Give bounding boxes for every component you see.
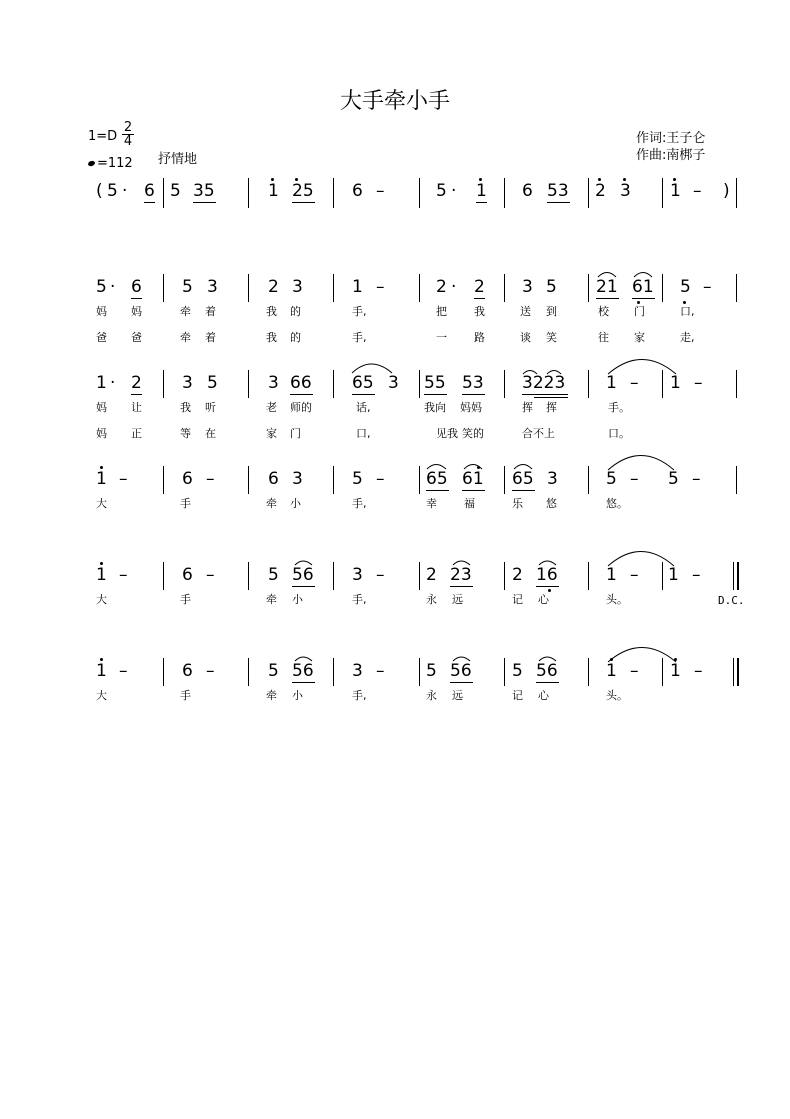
lyric: 门 <box>290 427 301 440</box>
slur <box>295 657 312 661</box>
note: 5 <box>512 661 523 681</box>
lyric: 妈 <box>96 427 107 440</box>
note: 5 <box>268 565 279 585</box>
dash: – <box>206 469 215 489</box>
lyric: 永 <box>426 593 437 606</box>
tempo-value: =112 <box>97 156 133 171</box>
note: 5 <box>268 661 279 681</box>
note: 2 <box>436 277 447 297</box>
note: 5 <box>546 277 557 297</box>
key-signature: 1=D <box>88 129 118 144</box>
slur <box>539 561 556 565</box>
dash: – <box>630 373 639 393</box>
lyric: 手, <box>352 689 367 702</box>
note: 5 <box>606 469 617 489</box>
lyric: 一 <box>436 331 447 344</box>
lyric: 手。 <box>608 401 630 414</box>
dash: – <box>694 373 703 393</box>
lyric: 在 <box>205 427 216 440</box>
lyric: 大 <box>96 497 107 510</box>
slur <box>453 561 470 565</box>
tie <box>608 456 674 471</box>
note-group: 35 <box>193 181 215 201</box>
augmentation-dot: · <box>451 277 457 297</box>
note: 2 <box>268 277 279 297</box>
lyric: 头。 <box>606 593 628 606</box>
dash: – <box>376 277 385 297</box>
lyric: 路 <box>474 331 485 344</box>
lyric: 头。 <box>606 689 628 702</box>
note: 1 <box>668 565 679 585</box>
slur <box>453 657 470 661</box>
note: 5 <box>96 277 107 297</box>
slur <box>514 465 532 470</box>
slur <box>464 465 482 470</box>
lyric: 幸 <box>426 497 437 510</box>
augmentation-dot: · <box>110 373 116 393</box>
lyric: 笑 <box>546 331 557 344</box>
note: 6 <box>268 469 279 489</box>
dash: – <box>376 661 385 681</box>
note: 1 <box>96 469 107 489</box>
lyric: 手, <box>352 305 367 318</box>
note-group: 61 <box>462 469 484 489</box>
dash: – <box>694 661 703 681</box>
lyric: 家 <box>266 427 277 440</box>
note: 3 <box>620 181 631 201</box>
time-signature-bottom: 4 <box>123 134 133 149</box>
note-group: 61 <box>632 277 654 297</box>
note-group: 23 <box>450 565 472 585</box>
note-group: 56 <box>292 661 314 681</box>
slur <box>547 371 561 375</box>
lyric: 小 <box>290 497 301 510</box>
note: 3 <box>352 565 363 585</box>
note-group: 56 <box>292 565 314 585</box>
dash: – <box>119 661 128 681</box>
slur <box>598 273 616 278</box>
dash: – <box>206 661 215 681</box>
tie <box>608 360 676 375</box>
lyric: 小 <box>292 689 303 702</box>
lyric: 悠 <box>546 497 557 510</box>
lyric: 我 <box>180 401 191 414</box>
dash: – <box>119 565 128 585</box>
lyric: 牵 <box>266 593 277 606</box>
lyric: 口, <box>680 305 695 318</box>
lyric: 永 <box>426 689 437 702</box>
lyric: 我向 <box>424 401 446 414</box>
note: 3 <box>547 469 558 489</box>
lyric: 心 <box>538 593 549 606</box>
note-group: 56 <box>536 661 558 681</box>
slur <box>634 273 652 278</box>
lyric: 爸 <box>96 331 107 344</box>
slur <box>352 364 392 373</box>
note: 1 <box>670 181 681 201</box>
lyric: 爸 <box>131 331 142 344</box>
note: 3 <box>522 277 533 297</box>
augmentation-dot: · <box>110 277 116 297</box>
note: 1 <box>268 181 279 201</box>
lyricist-credit: 作词:王子仑 <box>636 131 706 146</box>
lyric: 笑的 <box>462 427 484 440</box>
lyric: 让 <box>131 401 142 414</box>
lyric: 谈 <box>520 331 531 344</box>
lyric: 手, <box>352 593 367 606</box>
lyric: 手, <box>352 497 367 510</box>
lyric: 挥 <box>546 401 557 414</box>
note: 3 <box>268 373 279 393</box>
note: 1 <box>606 661 617 681</box>
dash: – <box>630 661 639 681</box>
lyric: 小 <box>292 593 303 606</box>
slur <box>523 371 537 375</box>
note: 2 <box>474 277 485 297</box>
lyric: 手 <box>180 497 191 510</box>
note: 5 <box>668 469 679 489</box>
lyric: 正 <box>131 427 142 440</box>
note: 1 <box>96 565 107 585</box>
note: 1 <box>96 373 107 393</box>
note: 6 <box>144 181 155 201</box>
note-group: 66 <box>290 373 312 393</box>
lyric: 口。 <box>608 427 630 440</box>
note: 6 <box>352 181 363 201</box>
lyric: 师的 <box>290 401 312 414</box>
lyric: 合不上 <box>522 427 555 440</box>
note-group: 65 <box>352 373 374 393</box>
lyric: 我 <box>266 305 277 318</box>
lyric: 走, <box>680 331 695 344</box>
note: 6 <box>182 565 193 585</box>
note: 6 <box>522 181 533 201</box>
note: 1 <box>476 181 487 201</box>
dash: – <box>376 181 385 201</box>
lyric: 我 <box>266 331 277 344</box>
lyric: 妈 <box>96 401 107 414</box>
note: 2 <box>131 373 142 393</box>
song-title: 大手牵小手 <box>339 89 450 114</box>
tie <box>608 552 674 567</box>
lyric: 到 <box>546 305 557 318</box>
dash: – <box>692 469 701 489</box>
lyric: 老 <box>266 401 277 414</box>
lyric: 着 <box>205 305 216 318</box>
lyric: 我 <box>474 305 485 318</box>
note: 5 <box>436 181 447 201</box>
tie <box>608 648 676 663</box>
note: 1 <box>606 565 617 585</box>
lyric: 口, <box>356 427 371 440</box>
dash: – <box>630 469 639 489</box>
note: 2 <box>595 181 606 201</box>
da-capo-marking: D.C. <box>718 594 745 607</box>
note-group: 3223 <box>522 373 566 393</box>
lyric: 等 <box>180 427 191 440</box>
note-group: 65 <box>512 469 534 489</box>
lyric: 手 <box>180 593 191 606</box>
lyric: 听 <box>205 401 216 414</box>
lyric: 牵 <box>266 689 277 702</box>
note: 1 <box>670 373 681 393</box>
note: 5 <box>207 373 218 393</box>
note: 5 <box>170 181 181 201</box>
note: 1 <box>352 277 363 297</box>
lyric: 牵 <box>180 305 191 318</box>
note-group: 55 <box>424 373 446 393</box>
note: 1 <box>670 661 681 681</box>
note: 3 <box>292 469 303 489</box>
composer-credit: 作曲:南梆子 <box>636 148 706 163</box>
dash: – <box>119 469 128 489</box>
lyric: 挥 <box>522 401 533 414</box>
note: 2 <box>512 565 523 585</box>
dash: – <box>630 565 639 585</box>
note: 5 <box>426 661 437 681</box>
expression-marking: 抒情地 <box>158 152 198 167</box>
lyric: 妈妈 <box>460 401 482 414</box>
lyric: 远 <box>452 689 463 702</box>
note: 3 <box>182 373 193 393</box>
note: 1 <box>606 373 617 393</box>
lyric: 的 <box>290 305 301 318</box>
lyric: 心 <box>538 689 549 702</box>
note: 3 <box>292 277 303 297</box>
lyric: 乐 <box>512 497 523 510</box>
open-paren: ( <box>96 181 103 201</box>
lyric: 话, <box>356 401 371 414</box>
lyric: 牵 <box>266 497 277 510</box>
augmentation-dot: · <box>122 181 128 201</box>
lyric: 记 <box>512 689 523 702</box>
lyric: 家 <box>634 331 645 344</box>
lyric: 妈 <box>96 305 107 318</box>
lyric: 手, <box>352 331 367 344</box>
lyric: 悠。 <box>606 497 628 510</box>
note: 5 <box>107 181 118 201</box>
lyric: 福 <box>464 497 475 510</box>
note-group: 16 <box>536 565 558 585</box>
lyric: 记 <box>512 593 523 606</box>
lyric: 的 <box>290 331 301 344</box>
lyric: 把 <box>436 305 447 318</box>
note-group: 53 <box>547 181 569 201</box>
note-group: 21 <box>596 277 618 297</box>
note-group: 65 <box>426 469 448 489</box>
note-group: 56 <box>450 661 472 681</box>
lyric: 远 <box>452 593 463 606</box>
note: 3 <box>388 373 399 393</box>
note-group: 25 <box>292 181 314 201</box>
augmentation-dot: · <box>451 181 457 201</box>
note: 1 <box>96 661 107 681</box>
slur <box>295 561 312 565</box>
lyric: 大 <box>96 593 107 606</box>
note: 5 <box>680 277 691 297</box>
lyric: 校 <box>598 305 609 318</box>
lyric: 送 <box>520 305 531 318</box>
lyric: 牵 <box>180 331 191 344</box>
dash: – <box>206 565 215 585</box>
lyric: 往 <box>598 331 609 344</box>
note: 3 <box>207 277 218 297</box>
dash: – <box>692 565 701 585</box>
lyric: 门 <box>634 305 645 318</box>
lyric: 着 <box>205 331 216 344</box>
lyric: 大 <box>96 689 107 702</box>
dash: – <box>376 565 385 585</box>
slur <box>539 657 556 661</box>
note: 6 <box>182 469 193 489</box>
close-paren: ) <box>723 181 730 201</box>
lyric: 见我 <box>436 427 458 440</box>
slur <box>427 465 446 470</box>
note: 6 <box>182 661 193 681</box>
dash: – <box>693 181 702 201</box>
lyric: 妈 <box>131 305 142 318</box>
note: 5 <box>182 277 193 297</box>
time-signature-top: 2 <box>123 120 133 135</box>
dash: – <box>376 469 385 489</box>
note: 3 <box>352 661 363 681</box>
note: 6 <box>131 277 142 297</box>
dash: – <box>703 277 712 297</box>
note: 5 <box>352 469 363 489</box>
note-group: 53 <box>462 373 484 393</box>
note: 2 <box>426 565 437 585</box>
lyric: 手 <box>180 689 191 702</box>
